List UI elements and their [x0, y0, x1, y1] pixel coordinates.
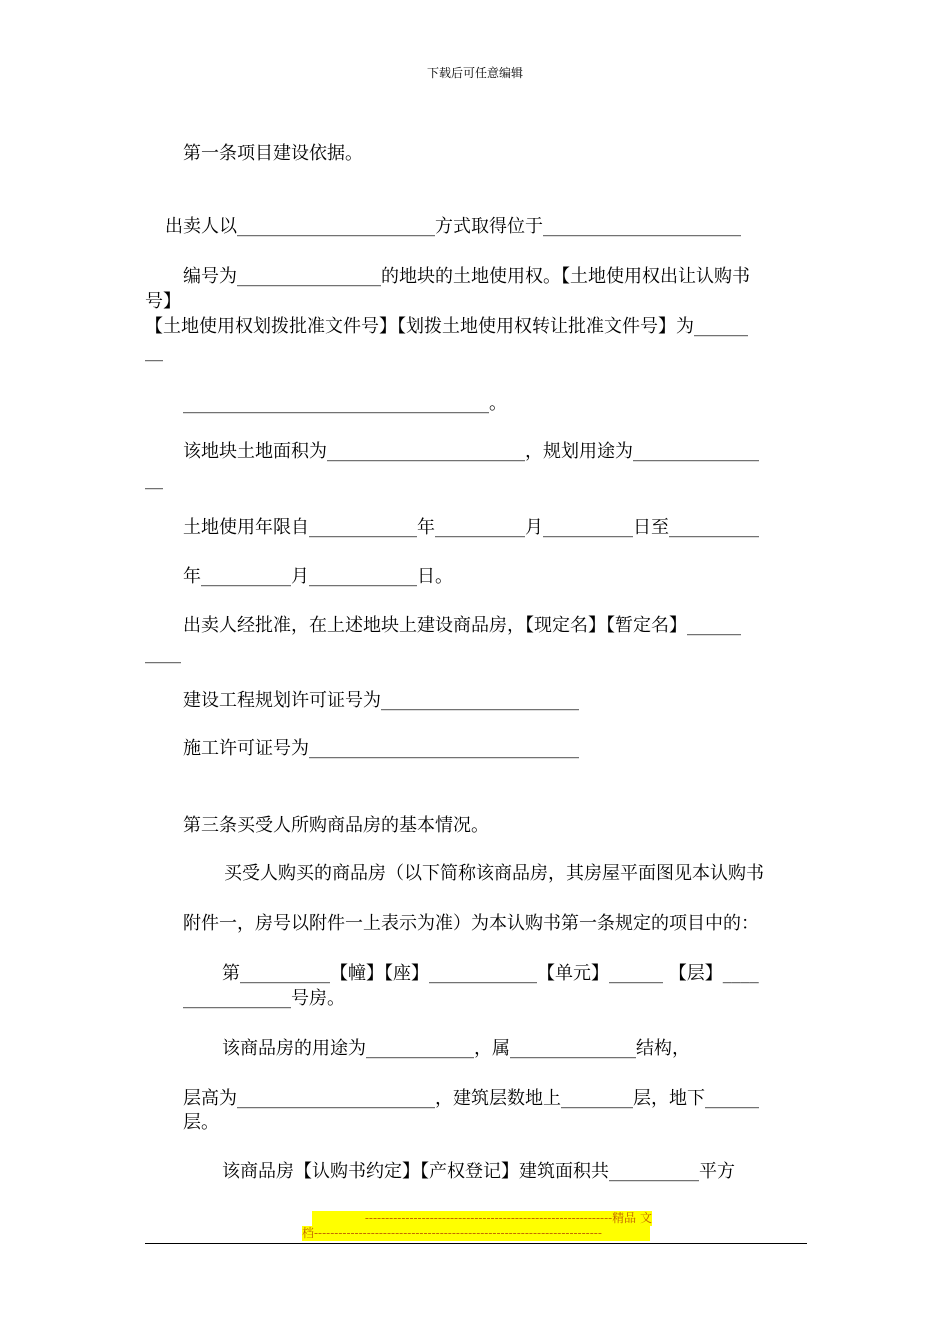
text-line: 施工许可证号为______________________________ — [183, 738, 579, 759]
text-line: 土地使用年限自____________年__________月__________日至__________ — [183, 517, 759, 538]
text-line: __ — [145, 469, 163, 490]
footer-watermark-line-1: -------------------------------------------------------------精品 文 — [312, 1211, 652, 1226]
text-line: 买受人购买的商品房（以下简称该商品房，其房屋平面图见本认购书 — [224, 863, 764, 884]
text-line: 出卖人经批准，在上述地块上建设商品房，【现定名】【暂定名】______ — [183, 615, 741, 636]
footer-watermark-line-2: 档----------------------------------------------------------------------- — [302, 1226, 650, 1241]
text-line: 附件一，房号以附件一上表示为准）为本认购书第一条规定的项目中的： — [183, 913, 759, 934]
text-line: 层高为______________________，建筑层数地上________层，地下______ — [183, 1088, 759, 1109]
footer-rule — [145, 1243, 807, 1244]
text-line: 该商品房的用途为____________，属______________结构， — [222, 1038, 690, 1059]
text-line: 第__________【幢】【座】____________【单元】______ 【层】____ — [222, 963, 759, 984]
text-line: 第三条买受人所购商品房的基本情况。 — [183, 815, 489, 836]
page-header: 下载后可任意编辑 — [426, 66, 523, 80]
text-line: ____ — [145, 643, 181, 664]
text-line: 编号为________________的地块的土地使用权。【土地使用权出让认购书 — [183, 266, 750, 287]
text-line: 出卖人以______________________方式取得位于______________________ — [165, 216, 741, 237]
text-line: __________________________________。 — [183, 393, 507, 414]
text-line: __ — [145, 341, 163, 362]
text-line: 号】 — [145, 291, 181, 312]
text-line: 年__________月____________日。 — [183, 566, 453, 587]
text-line: 层。 — [183, 1112, 219, 1133]
text-line: 【土地使用权划拨批准文件号】【划拨土地使用权转让批准文件号】为______ — [145, 316, 748, 337]
text-line: 建设工程规划许可证号为______________________ — [183, 690, 579, 711]
text-line: 该商品房【认购书约定】【产权登记】建筑面积共__________平方 — [222, 1161, 735, 1182]
text-line: ____________号房。 — [183, 988, 345, 1009]
text-line: 第一条项目建设依据。 — [183, 143, 363, 164]
text-line: 该地块土地面积为______________________，规划用途为______________ — [183, 441, 759, 462]
